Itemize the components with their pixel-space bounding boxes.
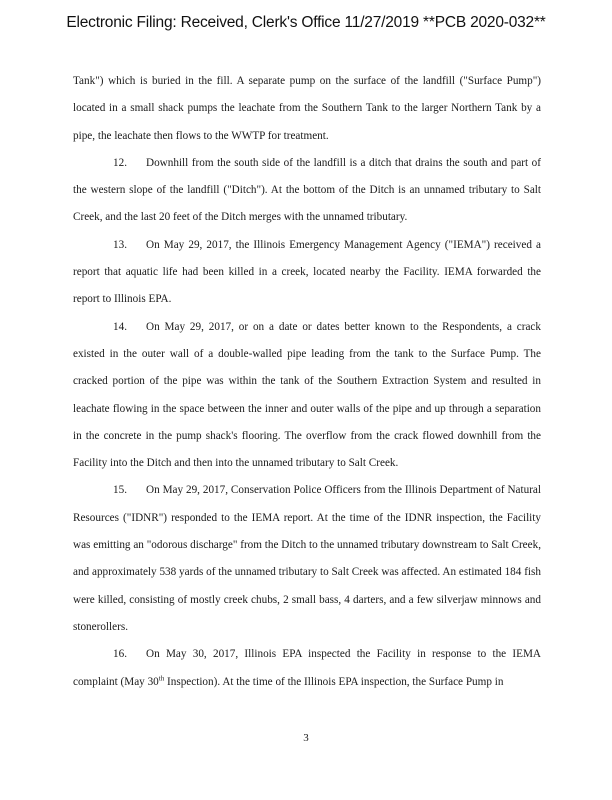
- paragraph-16: [73, 641, 541, 696]
- paragraph-12: [73, 150, 541, 232]
- paragraph-text: Downhill from the south side of the landfill is a ditch that drains the south and part of the western slope of the landfill ("Ditch"). At the bottom of the Ditch is an unnamed tributary to Salt Creek, and the last 20 feet of the Ditch merges with the unnamed tributary.: [73, 156, 541, 224]
- paragraph-text: On May 29, 2017, Conservation Police Officers from the Illinois Department of Natural Resources ("IDNR") responded to the IEMA report. At the time of the IDNR inspection, the Facility was emitting an "odorous discharge" from the Ditch to the unnamed tributary downstream to Salt Creek, and approximately 538 yards of the unnamed tributary to Salt Creek was affected. An estimated 184 fish were killed, consisting of mostly creek chubs, 2 small bass, 4 darters, and a few silverjaw minnows and stonerollers.: [73, 484, 541, 633]
- paragraph-text: On May 29, 2017, or on a date or dates better known to the Respondents, a crack existed in the outer wall of a double-walled pipe leading from the tank to the Surface Pump. The cracked portion of the pipe was within the tank of the Southern Extraction System and resulted in leachate flowing in the space between the inner and outer walls of the pipe and up through a separation in the concrete in the pump shack's flooring. The overflow from the crack flowed downhill from the Facility into the Ditch and then into the unnamed tributary to Salt Creek.: [73, 320, 541, 470]
- paragraph-14: [73, 314, 541, 478]
- document-body: [73, 68, 541, 696]
- paragraph-continuation: [73, 68, 541, 150]
- page-number: 3: [303, 732, 309, 744]
- paragraph-number: 12.: [113, 156, 127, 169]
- paragraph-text: On May 29, 2017, the Illinois Emergency Management Agency ("IEMA") received a report that aquatic life had been killed in a creek, located nearby the Facility. IEMA forwarded the report to Illinois EPA.: [73, 238, 541, 306]
- paragraph-number: 13.: [113, 238, 127, 251]
- paragraph-text: Tank") which is buried in the fill. A separate pump on the surface of the landfill ("Surface Pump") located in a small shack pumps the leachate from the Southern Tank to the larger Northern Tank by a pipe, the leachate then flows to the WWTP for treatment.: [73, 75, 541, 142]
- paragraph-number: 14.: [113, 320, 127, 333]
- paragraph-number: 16.: [113, 648, 127, 661]
- paragraph-number: 15.: [113, 484, 127, 497]
- paragraph-15: [73, 477, 541, 641]
- paragraph-text-after: Inspection). At the time of the Illinois EPA inspection, the Surface Pump in: [164, 675, 504, 688]
- ordinal-superscript: th: [158, 673, 165, 682]
- paragraph-text-before: On May 30, 2017, Illinois EPA inspected the Facility in response to the IEMA complaint (May 30: [73, 648, 541, 688]
- filing-stamp-header: Electronic Filing: Received, Clerk's Office 11/27/2019 **PCB 2020-032**: [66, 14, 546, 31]
- paragraph-13: [73, 232, 541, 314]
